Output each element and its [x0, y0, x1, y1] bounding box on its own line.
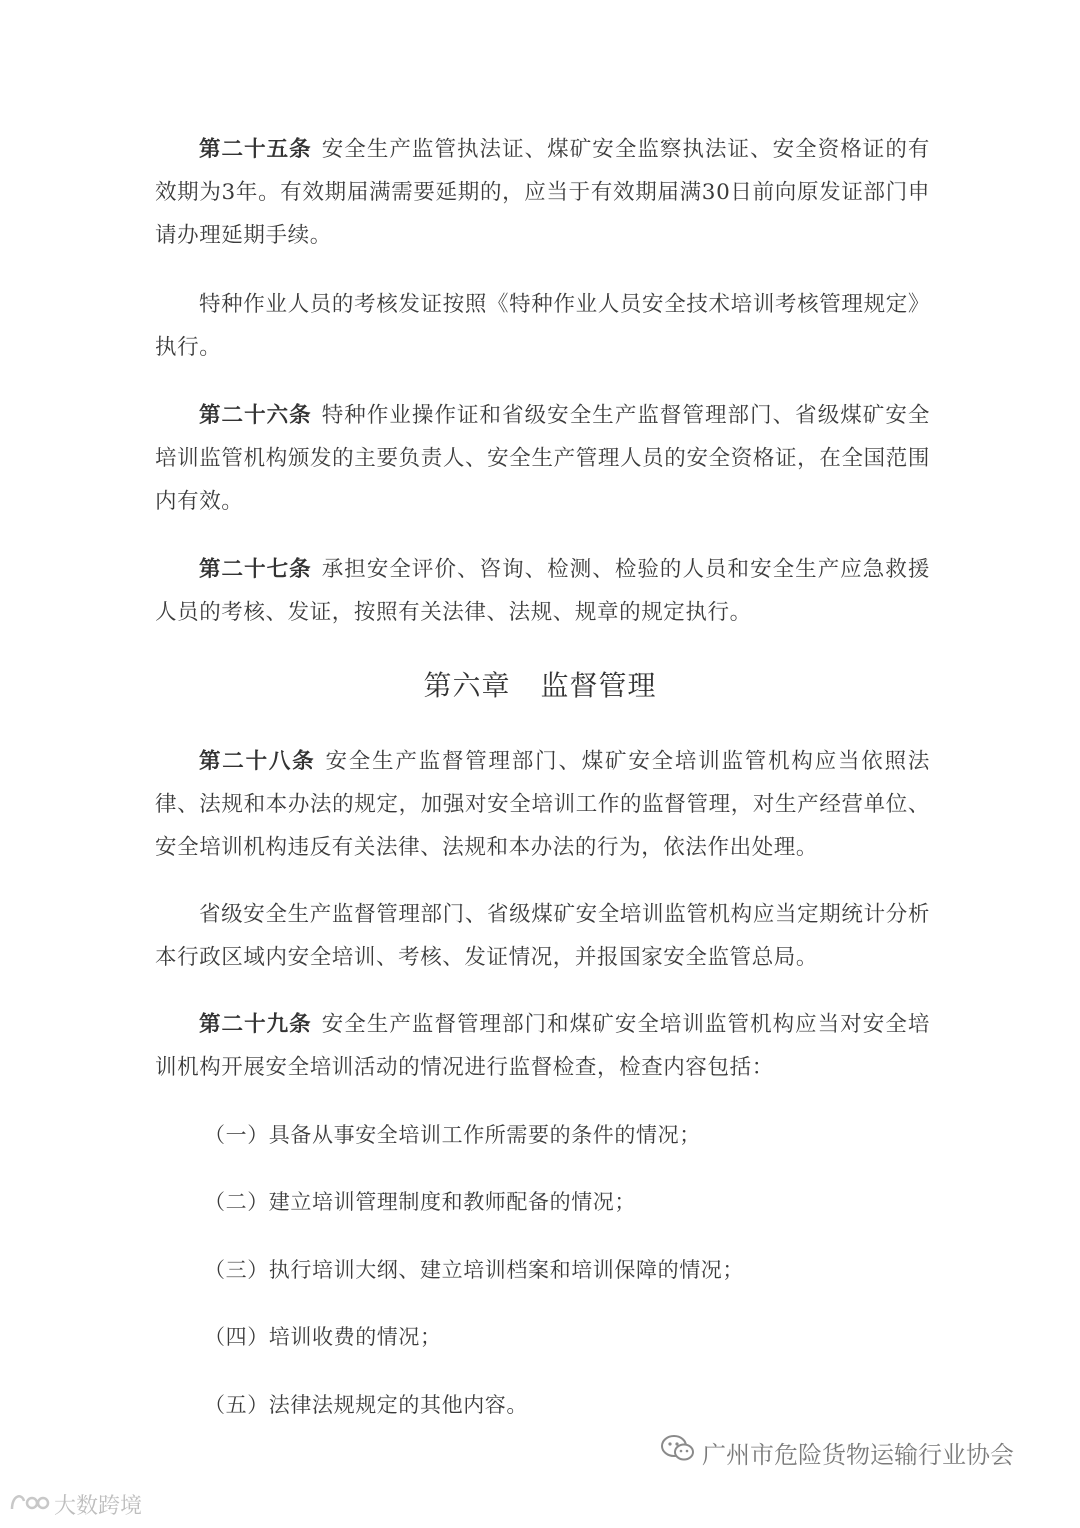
chapter-number: 第六章: [423, 669, 511, 702]
paragraph-provincial-stats: [155, 893, 930, 979]
article-27: [155, 548, 930, 634]
article-number: 第二十八条: [199, 749, 316, 774]
brand-logo-icon: [8, 1489, 50, 1519]
article-number: 第二十五条: [199, 137, 312, 162]
chapter-heading: [0, 662, 1080, 710]
article-28: [155, 740, 930, 869]
article-number: 第二十七条: [199, 557, 312, 582]
watermark-text: 广州市危险货物运输行业协会: [702, 1440, 1014, 1469]
watermark-brand: [8, 1488, 142, 1520]
article-26: [155, 394, 930, 523]
paragraph-special-operations: [155, 283, 930, 369]
article-number: 第二十九条: [199, 1012, 312, 1037]
article-25: [155, 128, 930, 257]
watermark-association: [660, 1432, 1014, 1472]
article-text: 安全生产监管执法证、煤矿安全监察执法证、安全资格证的有效期为3年。有效期届满需要延期的，应当于有效期届满30日前向原发证部门申请办理延期手续。: [155, 137, 930, 248]
article-29: [155, 1003, 930, 1089]
wechat-icon: [660, 1434, 696, 1470]
article-text: 安全生产监督管理部门和煤矿安全培训监管机构应当对安全培训机构开展安全培训活动的情况进行监督检查，检查内容包括：: [155, 1012, 930, 1080]
article-text: 安全生产监督管理部门、煤矿安全培训监管机构应当依照法律、法规和本办法的规定，加强对安全培训工作的监督管理，对生产经营单位、安全培训机构违反有关法律、法规和本办法的行为，依法作出处理。: [155, 749, 930, 860]
article-text: 特种作业操作证和省级安全生产监督管理部门、省级煤矿安全培训监管机构颁发的主要负责人、安全生产管理人员的安全资格证，在全国范围内有效。: [155, 403, 930, 514]
article-number: 第二十六条: [199, 403, 312, 428]
list-item: （五）法律法规规定的其他内容。: [204, 1393, 528, 1417]
list-item: （一）具备从事安全培训工作所需要的条件的情况；: [204, 1123, 701, 1147]
paragraph-text: 特种作业人员的考核发证按照《特种作业人员安全技术培训考核管理规定》执行。: [155, 292, 930, 360]
paragraph-text: 省级安全生产监督管理部门、省级煤矿安全培训监管机构应当定期统计分析本行政区域内安全培训、考核、发证情况，并报国家安全监管总局。: [155, 902, 930, 970]
article-text: 承担安全评价、咨询、检测、检验的人员和安全生产应急救援人员的考核、发证，按照有关法律、法规、规章的规定执行。: [155, 557, 930, 625]
chapter-title: 监督管理: [540, 669, 657, 702]
watermark-brand-text: 大数跨境: [54, 1493, 143, 1519]
list-item: （四）培训收费的情况；: [204, 1325, 442, 1349]
list-item: （二）建立培训管理制度和教师配备的情况；: [204, 1190, 636, 1214]
list-item: （三）执行培训大纲、建立培训档案和培训保障的情况；: [204, 1258, 744, 1282]
